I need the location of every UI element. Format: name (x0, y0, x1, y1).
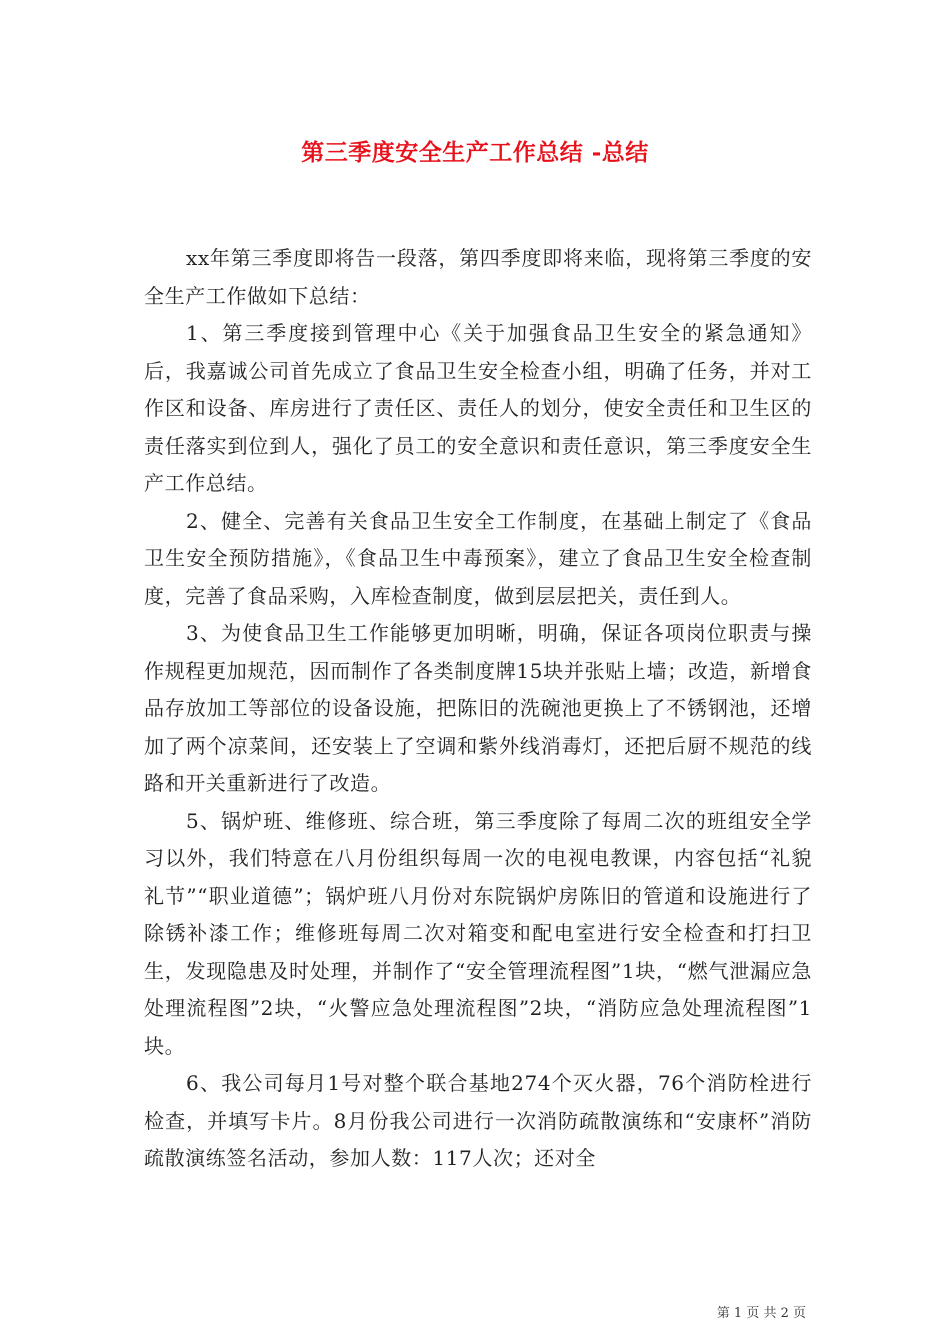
paragraph-item-2: 2、健全、完善有关食品卫生安全工作制度，在基础上制定了《食品卫生安全预防措施》，《食品卫生中毒预案》，建立了食品卫生安全检查制度，完善了食品采购，入库检查制度，做到层层把关，责任到人。 (144, 508, 812, 608)
page-number-footer: 第 1 页 共 2 页 (716, 1306, 806, 1321)
paragraph-item-6: 6、我公司每月1号对整个联合基地274个灭火器，76个消防栓进行检查，并填写卡片。8月份我公司进行一次消防疏散演练和“安康杯”消防疏散演练签名活动，参加人数：117人次；还对全 (144, 1071, 812, 1170)
document-title: 第三季度安全生产工作总结 -总结 (301, 139, 649, 166)
paragraph-intro: xx年第三季度即将告一段落，第四季度即将来临，现将第三季度的安全生产工作做如下总结： (144, 246, 812, 308)
paragraph-item-3: 3、为使食品卫生工作能够更加明晰，明确，保证各项岗位职责与操作规程更加规范，因而制作了各类制度牌15块并张贴上墙；改造，新增食品存放加工等部位的设备设施，把陈旧的洗碗池更换上了不锈钢池，还增加了两个凉菜间，还安装上了空调和紫外线消毒灯，还把后厨不规范的线路和开关重新进行了改造。 (144, 621, 812, 795)
paragraph-item-5: 5、锅炉班、维修班、综合班，第三季度除了每周二次的班组安全学习以外，我们特意在八月份组织每周一次的电视电教课，内容包括“礼貌礼节”“职业道德”；锅炉班八月份对东院锅炉房陈旧的管道和设施进行了除锈补漆工作；维修班每周二次对箱变和配电室进行安全检查和打扫卫生，发现隐患及时处理，并制作了“安全管理流程图”1块，“燃气泄漏应急处理流程图”2块，“火警应急处理流程图”2块，“消防应急处理流程图”1块。 (144, 808, 812, 1058)
paragraph-item-1: 1、第三季度接到管理中心《关于加强食品卫生安全的紧急通知》后，我嘉诚公司首先成立了食品卫生安全检查小组，明确了任务，并对工作区和设备、库房进行了责任区、责任人的划分，使安全责任和卫生区的责任落实到位到人，强化了员工的安全意识和责任意识，第三季度安全生产工作总结。 (144, 321, 812, 495)
document-body (144, 240, 812, 1178)
